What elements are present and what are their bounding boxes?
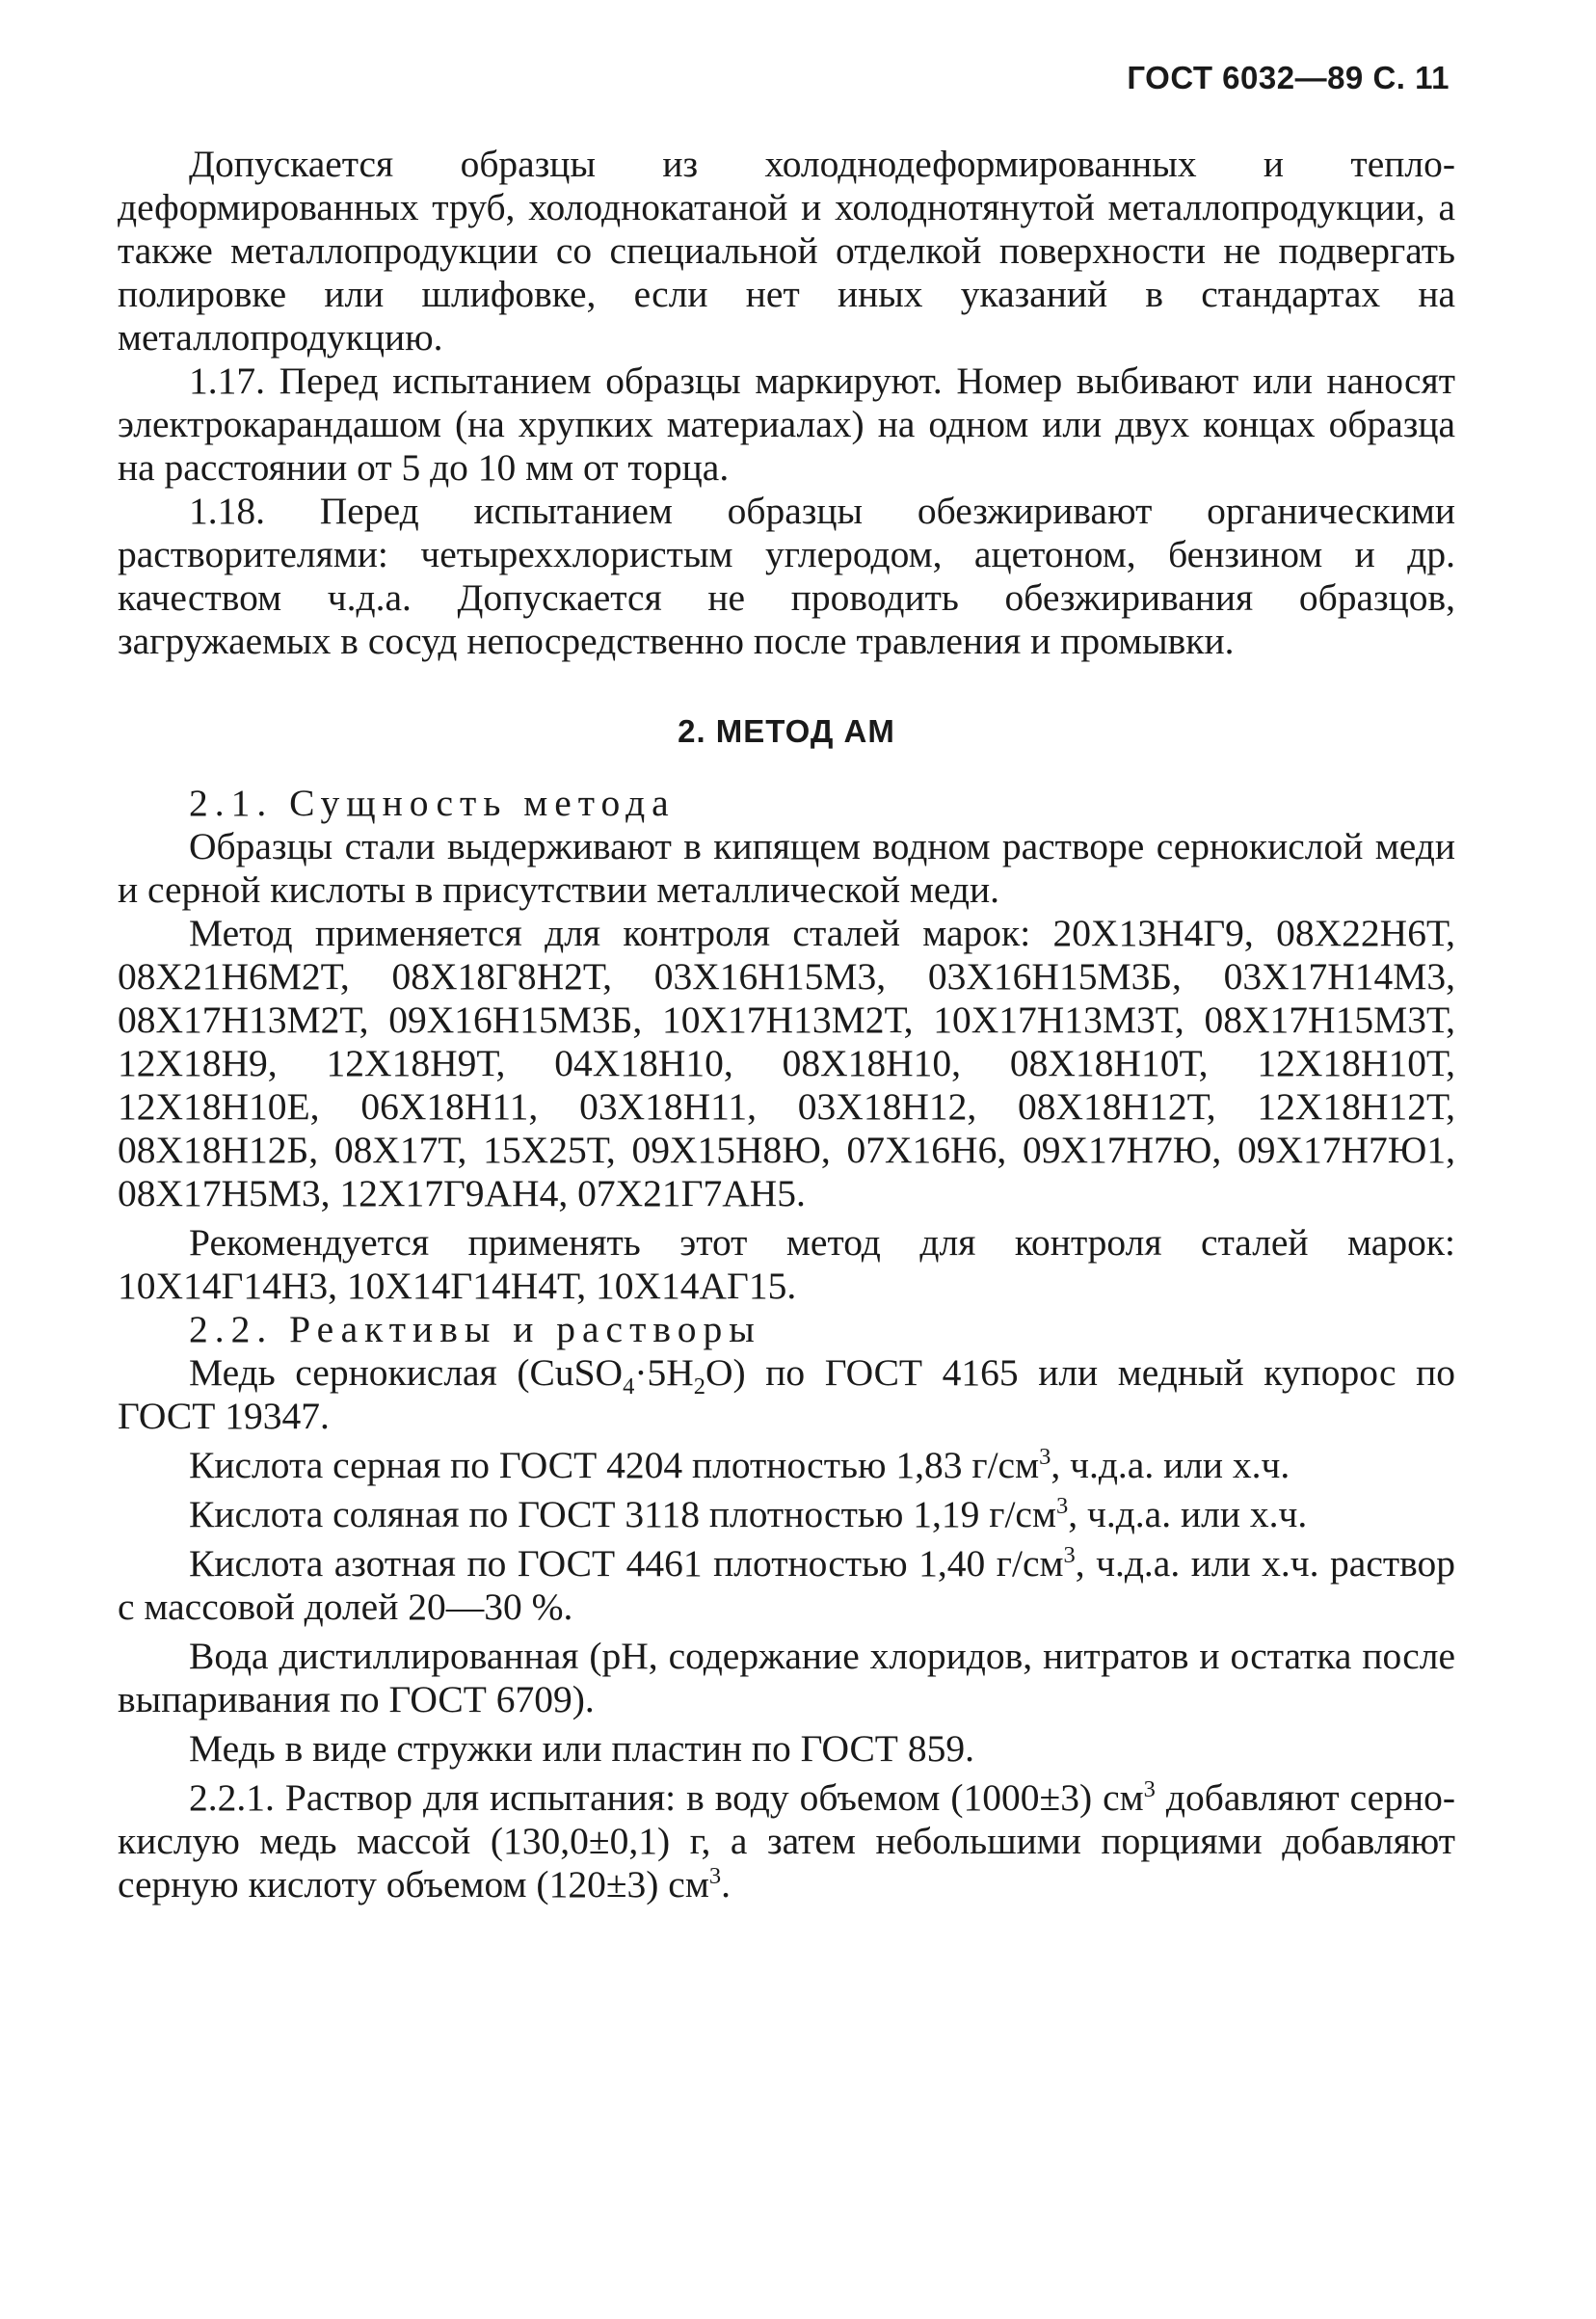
page-header: ГОСТ 6032—89 С. 11 bbox=[1127, 60, 1450, 95]
copper-sulfate-sub-1: 4 bbox=[623, 1373, 635, 1399]
copper-sulfate-text-b: ·5H bbox=[634, 1351, 694, 1394]
paragraph-hydrochloric-acid bbox=[118, 1493, 1455, 1536]
document-body bbox=[118, 143, 1455, 1906]
paragraph-2-2-1 bbox=[118, 1776, 1455, 1906]
hydrochloric-text-a: Кислота соляная по ГОСТ 3118 плотностью 1,19 г/см bbox=[189, 1493, 1056, 1535]
paragraph-1-17: 1.17. Перед испытанием образцы маркируют. Номер выбивают или наносят электрокарандашом (на хрупких материалах) на одном или двух концах образца на расстоянии от 5 до 10 мм от торца. bbox=[118, 360, 1455, 489]
copper-sulfate-text-c: O) по ГОСТ 4165 или медный купорос по ГОСТ 19347. bbox=[118, 1351, 1455, 1437]
sulfuric-sup: 3 bbox=[1039, 1443, 1051, 1470]
paragraph-1-18: 1.18. Перед испытанием образцы обезжиривают органическими растворителями: четыреххлористым углеродом, ацетоном, бензином и др. качеством ч.д.а. Допускается не проводить обезжиривания образцов, загружаемых в сосуд непосредственно после травления и промывки. bbox=[118, 490, 1455, 662]
paragraph-copper-sulfate bbox=[118, 1351, 1455, 1438]
paragraph-method-grades: Метод применяется для контроля сталей марок: 20Х13Н4Г9, 08Х22Н6Т, 08Х21Н6М2Т, 08Х18Г8Н2Т, 03Х16Н15М3, 03Х16Н15М3Б, 03Х17Н14М3, 08Х17Н13М2Т, 09Х16Н15М3Б, 10Х17Н13М2Т, 10Х17Н13М3Т, 08Х17Н15М3Т, 12Х18Н9, 12Х18Н9Т, 04Х18Н10, 08Х18Н10, 08Х18Н10Т, 12Х18Н10Т, 12Х18Н10Е, 06Х18Н11, 03Х18Н11, 03Х18Н12, 08Х18Н12Т, 12Х18Н12Т, 08Х18Н12Б, 08Х17Т, 15Х25Т, 09Х15Н8Ю, 07Х16Н6, 09Х17Н7Ю, 09Х17Н7Ю1, 08Х17Н5М3, 12Х17Г9АН4, 07Х21Г7АН5. bbox=[118, 912, 1455, 1214]
copper-sulfate-text-a: Медь сернокислая (CuSO bbox=[189, 1351, 624, 1394]
heading-2-2: 2.2. Реактивы и растворы bbox=[189, 1308, 761, 1350]
s221-text-a: 2.2.1. Раствор для испытания: в воду объемом (1000±3) см bbox=[189, 1776, 1144, 1819]
copper-sulfate-sub-2: 2 bbox=[693, 1373, 706, 1399]
paragraph-sulfuric-acid bbox=[118, 1444, 1455, 1487]
sulfuric-text-a: Кислота серная по ГОСТ 4204 плотностью 1,83 г/см bbox=[189, 1444, 1040, 1486]
sulfuric-text-b: , ч.д.а. или х.ч. bbox=[1051, 1444, 1290, 1486]
section-title: 2. МЕТОД АМ bbox=[678, 713, 895, 749]
paragraph-water: Вода дистиллированная (pH, содержание хлоридов, нитратов и остатка после выпаривания по ГОСТ 6709). bbox=[118, 1635, 1455, 1720]
paragraph-polishing-exception: Допускается образцы из холоднодеформированных и теплодеформированных труб, холоднокатаной и холоднотянутой металлопродукции, а также металлопродукции со специальной отделкой поверхности не подвергать полировке или шлифовке, если нет иных указаний в стандартах на металлопродукцию. bbox=[118, 143, 1455, 359]
s221-sup-1: 3 bbox=[1143, 1775, 1156, 1802]
nitric-text-b: , ч.д.а. или х.ч. раствор с массовой долей 20—30 %. bbox=[118, 1542, 1455, 1628]
s221-text-c: . bbox=[721, 1863, 731, 1906]
nitric-text-a: Кислота азотная по ГОСТ 4461 плотностью 1,40 г/см bbox=[189, 1542, 1064, 1585]
paragraph-copper-metal: Медь в виде стружки или пластин по ГОСТ 859. bbox=[189, 1727, 974, 1770]
heading-2-1: 2.1. Сущность метода bbox=[189, 782, 676, 824]
s221-sup-2: 3 bbox=[708, 1862, 722, 1889]
s221-text-b: добавляют серно-кислую медь массой (130,0±0,1) г, а затем небольшими порциями добавляют серную кислоту объемом (120±3) см bbox=[118, 1776, 1456, 1906]
paragraph-recommend: Рекомендуется применять этот метод для контроля сталей марок: 10Х14Г14Н3, 10Х14Г14Н4Т, 10Х14АГ15. bbox=[118, 1221, 1455, 1307]
hydrochloric-text-b: , ч.д.а. или х.ч. bbox=[1068, 1493, 1308, 1535]
nitric-sup: 3 bbox=[1063, 1541, 1076, 1568]
paragraph-2-1-text: Образцы стали выдерживают в кипящем водном растворе сернокислой меди и серной кислоты в присутствии металлической меди. bbox=[118, 825, 1455, 911]
paragraph-nitric-acid bbox=[118, 1542, 1455, 1629]
hydrochloric-sup: 3 bbox=[1055, 1492, 1069, 1519]
